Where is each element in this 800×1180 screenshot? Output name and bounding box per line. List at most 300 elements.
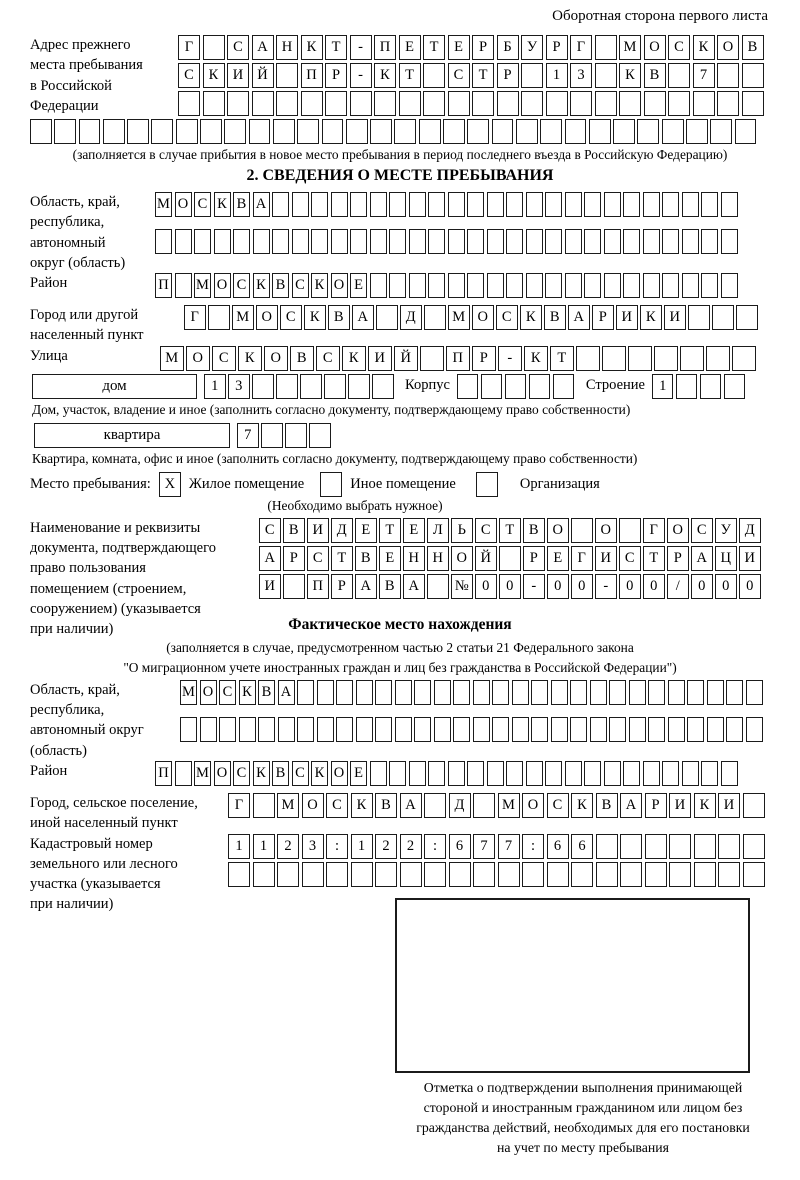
char-cell[interactable]: А xyxy=(620,793,642,818)
char-cell[interactable] xyxy=(346,119,368,144)
char-cell[interactable]: - xyxy=(523,574,545,599)
char-cell[interactable] xyxy=(628,346,652,371)
char-cell[interactable] xyxy=(669,834,691,859)
char-cell[interactable] xyxy=(551,680,568,705)
char-cell[interactable] xyxy=(370,192,387,217)
char-cell[interactable] xyxy=(726,717,743,742)
char-cell[interactable]: Г xyxy=(228,793,250,818)
char-cell[interactable] xyxy=(668,680,685,705)
char-cell[interactable] xyxy=(448,192,465,217)
char-cell[interactable] xyxy=(701,273,718,298)
char-cell[interactable]: К xyxy=(239,680,256,705)
char-cell[interactable]: А xyxy=(252,35,274,60)
char-cell[interactable] xyxy=(604,273,621,298)
char-cell[interactable] xyxy=(427,574,449,599)
char-cell[interactable] xyxy=(516,119,538,144)
char-cell[interactable]: К xyxy=(311,761,328,786)
char-cell[interactable]: Г xyxy=(571,546,593,571)
char-cell[interactable] xyxy=(228,862,250,887)
char-cell[interactable] xyxy=(743,834,765,859)
char-cell[interactable]: : xyxy=(522,834,544,859)
char-cell[interactable]: Н xyxy=(403,546,425,571)
char-cell[interactable]: Й xyxy=(252,63,274,88)
char-cell[interactable]: С xyxy=(619,546,641,571)
char-cell[interactable] xyxy=(351,862,373,887)
char-cell[interactable] xyxy=(419,119,441,144)
char-cell[interactable]: О xyxy=(214,761,231,786)
char-cell[interactable] xyxy=(395,717,412,742)
char-cell[interactable]: 0 xyxy=(475,574,497,599)
char-cell[interactable] xyxy=(395,680,412,705)
char-cell[interactable] xyxy=(604,229,621,254)
char-cell[interactable] xyxy=(531,680,548,705)
char-cell[interactable]: Й xyxy=(394,346,418,371)
char-cell[interactable]: Г xyxy=(570,35,592,60)
char-cell[interactable] xyxy=(613,119,635,144)
char-cell[interactable] xyxy=(565,192,582,217)
char-cell[interactable]: Ь xyxy=(451,518,473,543)
char-cell[interactable]: У xyxy=(715,518,737,543)
char-cell[interactable] xyxy=(736,305,758,330)
char-cell[interactable] xyxy=(325,91,347,116)
char-cell[interactable] xyxy=(721,761,738,786)
char-cell[interactable] xyxy=(498,862,520,887)
char-cell[interactable]: Т xyxy=(423,35,445,60)
char-cell[interactable] xyxy=(414,680,431,705)
char-cell[interactable] xyxy=(590,680,607,705)
char-cell[interactable]: 7 xyxy=(693,63,715,88)
char-cell[interactable] xyxy=(687,717,704,742)
char-cell[interactable] xyxy=(424,793,446,818)
char-cell[interactable]: 0 xyxy=(619,574,641,599)
char-cell[interactable] xyxy=(717,63,739,88)
char-cell[interactable]: Л xyxy=(427,518,449,543)
char-cell[interactable]: Т xyxy=(325,35,347,60)
char-cell[interactable]: О xyxy=(186,346,210,371)
char-cell[interactable] xyxy=(428,761,445,786)
char-cell[interactable] xyxy=(644,91,666,116)
char-cell[interactable] xyxy=(590,717,607,742)
char-cell[interactable]: 0 xyxy=(547,574,569,599)
char-cell[interactable]: В xyxy=(742,35,764,60)
char-cell[interactable] xyxy=(103,119,125,144)
char-cell[interactable]: С xyxy=(668,35,690,60)
char-cell[interactable]: О xyxy=(214,273,231,298)
char-cell[interactable] xyxy=(79,119,101,144)
char-cell[interactable]: В xyxy=(283,518,305,543)
char-cell[interactable] xyxy=(389,192,406,217)
char-cell[interactable]: В xyxy=(596,793,618,818)
char-cell[interactable]: П xyxy=(155,761,172,786)
char-cell[interactable] xyxy=(609,680,626,705)
char-cell[interactable]: Р xyxy=(546,35,568,60)
char-cell[interactable]: 1 xyxy=(253,834,275,859)
char-cell[interactable] xyxy=(376,305,398,330)
char-cell[interactable]: К xyxy=(693,35,715,60)
char-cell[interactable] xyxy=(526,273,543,298)
char-cell[interactable] xyxy=(434,680,451,705)
char-cell[interactable]: О xyxy=(200,680,217,705)
char-cell[interactable] xyxy=(623,761,640,786)
char-cell[interactable]: С xyxy=(233,273,250,298)
char-cell[interactable] xyxy=(276,91,298,116)
char-cell[interactable] xyxy=(374,91,396,116)
char-cell[interactable]: С xyxy=(280,305,302,330)
char-cell[interactable] xyxy=(350,91,372,116)
char-cell[interactable]: О xyxy=(175,192,192,217)
char-cell[interactable] xyxy=(595,35,617,60)
char-cell[interactable] xyxy=(356,717,373,742)
char-cell[interactable]: Н xyxy=(427,546,449,571)
char-cell[interactable]: К xyxy=(524,346,548,371)
char-cell[interactable] xyxy=(512,680,529,705)
char-cell[interactable]: К xyxy=(374,63,396,88)
char-cell[interactable] xyxy=(492,119,514,144)
char-cell[interactable] xyxy=(283,574,305,599)
char-cell[interactable] xyxy=(227,91,249,116)
char-cell[interactable] xyxy=(151,119,173,144)
char-cell[interactable] xyxy=(249,119,271,144)
char-cell[interactable] xyxy=(623,229,640,254)
char-cell[interactable]: 1 xyxy=(652,374,674,399)
char-cell[interactable]: Т xyxy=(331,546,353,571)
char-cell[interactable]: 0 xyxy=(691,574,713,599)
char-cell[interactable] xyxy=(311,192,328,217)
char-cell[interactable]: С xyxy=(691,518,713,543)
char-cell[interactable] xyxy=(506,273,523,298)
char-cell[interactable]: И xyxy=(669,793,691,818)
char-cell[interactable] xyxy=(645,862,667,887)
char-cell[interactable] xyxy=(595,91,617,116)
char-cell[interactable] xyxy=(409,761,426,786)
char-cell[interactable] xyxy=(531,717,548,742)
char-cell[interactable]: А xyxy=(403,574,425,599)
char-cell[interactable] xyxy=(175,229,192,254)
char-cell[interactable]: Н xyxy=(276,35,298,60)
char-cell[interactable] xyxy=(619,91,641,116)
char-cell[interactable]: М xyxy=(619,35,641,60)
char-cell[interactable] xyxy=(499,546,521,571)
char-cell[interactable] xyxy=(414,717,431,742)
char-cell[interactable]: Р xyxy=(592,305,614,330)
char-cell[interactable] xyxy=(277,862,299,887)
char-cell[interactable] xyxy=(553,374,575,399)
char-cell[interactable]: 0 xyxy=(715,574,737,599)
char-cell[interactable]: Р xyxy=(331,574,353,599)
char-cell[interactable] xyxy=(629,680,646,705)
char-cell[interactable] xyxy=(505,374,527,399)
char-cell[interactable] xyxy=(721,192,738,217)
char-cell[interactable]: А xyxy=(400,793,422,818)
char-cell[interactable]: В xyxy=(355,546,377,571)
char-cell[interactable]: 3 xyxy=(228,374,250,399)
char-cell[interactable] xyxy=(686,119,708,144)
char-cell[interactable] xyxy=(348,374,370,399)
char-cell[interactable] xyxy=(620,862,642,887)
char-cell[interactable] xyxy=(602,346,626,371)
char-cell[interactable]: И xyxy=(227,63,249,88)
char-cell[interactable] xyxy=(175,273,192,298)
char-cell[interactable] xyxy=(643,229,660,254)
char-cell[interactable] xyxy=(350,229,367,254)
char-cell[interactable] xyxy=(224,119,246,144)
char-cell[interactable]: : xyxy=(326,834,348,859)
char-cell[interactable] xyxy=(448,91,470,116)
char-cell[interactable] xyxy=(375,680,392,705)
char-cell[interactable] xyxy=(551,717,568,742)
char-cell[interactable]: А xyxy=(278,680,295,705)
char-cell[interactable] xyxy=(726,680,743,705)
char-cell[interactable] xyxy=(473,717,490,742)
char-cell[interactable] xyxy=(682,192,699,217)
char-cell[interactable] xyxy=(545,229,562,254)
char-cell[interactable]: А xyxy=(691,546,713,571)
char-cell[interactable] xyxy=(194,229,211,254)
char-cell[interactable]: С xyxy=(307,546,329,571)
char-cell[interactable] xyxy=(584,273,601,298)
char-cell[interactable]: С xyxy=(233,761,250,786)
char-cell[interactable] xyxy=(375,717,392,742)
char-cell[interactable] xyxy=(448,761,465,786)
char-cell[interactable]: 3 xyxy=(302,834,324,859)
char-cell[interactable]: К xyxy=(571,793,593,818)
char-cell[interactable]: М xyxy=(448,305,470,330)
char-cell[interactable]: / xyxy=(667,574,689,599)
char-cell[interactable] xyxy=(331,192,348,217)
char-cell[interactable] xyxy=(545,761,562,786)
char-cell[interactable]: Д xyxy=(739,518,761,543)
stay-type-checkbox-other[interactable] xyxy=(320,472,342,497)
char-cell[interactable] xyxy=(571,518,593,543)
char-cell[interactable]: О xyxy=(264,346,288,371)
char-cell[interactable]: А xyxy=(352,305,374,330)
char-cell[interactable] xyxy=(743,793,765,818)
char-cell[interactable] xyxy=(701,761,718,786)
char-cell[interactable] xyxy=(619,518,641,543)
char-cell[interactable] xyxy=(545,273,562,298)
char-cell[interactable]: И xyxy=(368,346,392,371)
char-cell[interactable]: К xyxy=(253,273,270,298)
char-cell[interactable] xyxy=(278,717,295,742)
char-cell[interactable] xyxy=(584,761,601,786)
char-cell[interactable] xyxy=(292,192,309,217)
char-cell[interactable] xyxy=(487,273,504,298)
char-cell[interactable]: В xyxy=(375,793,397,818)
char-cell[interactable] xyxy=(297,119,319,144)
char-cell[interactable] xyxy=(472,91,494,116)
char-cell[interactable]: Е xyxy=(350,273,367,298)
char-cell[interactable] xyxy=(317,717,334,742)
char-cell[interactable]: 0 xyxy=(571,574,593,599)
char-cell[interactable] xyxy=(467,761,484,786)
char-cell[interactable]: Г xyxy=(643,518,665,543)
char-cell[interactable]: : xyxy=(424,834,446,859)
char-cell[interactable]: К xyxy=(619,63,641,88)
char-cell[interactable] xyxy=(565,761,582,786)
char-cell[interactable]: М xyxy=(194,761,211,786)
char-cell[interactable] xyxy=(424,862,446,887)
char-cell[interactable] xyxy=(721,229,738,254)
char-cell[interactable] xyxy=(701,229,718,254)
char-cell[interactable] xyxy=(565,119,587,144)
char-cell[interactable]: М xyxy=(180,680,197,705)
char-cell[interactable] xyxy=(742,63,764,88)
char-cell[interactable] xyxy=(252,91,274,116)
char-cell[interactable]: А xyxy=(568,305,590,330)
char-cell[interactable] xyxy=(662,229,679,254)
char-cell[interactable]: В xyxy=(544,305,566,330)
char-cell[interactable] xyxy=(662,119,684,144)
char-cell[interactable] xyxy=(272,229,289,254)
char-cell[interactable]: - xyxy=(498,346,522,371)
char-cell[interactable]: 0 xyxy=(499,574,521,599)
char-cell[interactable] xyxy=(570,717,587,742)
char-cell[interactable] xyxy=(272,192,289,217)
char-cell[interactable] xyxy=(506,761,523,786)
char-cell[interactable] xyxy=(54,119,76,144)
char-cell[interactable] xyxy=(370,229,387,254)
char-cell[interactable] xyxy=(547,862,569,887)
char-cell[interactable]: Д xyxy=(331,518,353,543)
char-cell[interactable]: Р xyxy=(523,546,545,571)
char-cell[interactable]: Т xyxy=(643,546,665,571)
char-cell[interactable] xyxy=(233,229,250,254)
char-cell[interactable]: Р xyxy=(472,35,494,60)
char-cell[interactable] xyxy=(526,192,543,217)
char-cell[interactable] xyxy=(565,229,582,254)
char-cell[interactable]: Е xyxy=(350,761,367,786)
char-cell[interactable]: Д xyxy=(449,793,471,818)
char-cell[interactable] xyxy=(428,192,445,217)
char-cell[interactable]: О xyxy=(522,793,544,818)
char-cell[interactable]: О xyxy=(302,793,324,818)
char-cell[interactable]: О xyxy=(451,546,473,571)
char-cell[interactable]: 2 xyxy=(375,834,397,859)
char-cell[interactable] xyxy=(687,680,704,705)
stay-type-checkbox-residential[interactable]: X xyxy=(159,472,181,497)
char-cell[interactable] xyxy=(654,346,678,371)
char-cell[interactable] xyxy=(676,374,698,399)
char-cell[interactable]: И xyxy=(259,574,281,599)
char-cell[interactable] xyxy=(175,761,192,786)
char-cell[interactable] xyxy=(546,91,568,116)
char-cell[interactable] xyxy=(285,423,307,448)
stay-type-checkbox-organization[interactable] xyxy=(476,472,498,497)
char-cell[interactable] xyxy=(389,761,406,786)
char-cell[interactable]: С xyxy=(219,680,236,705)
char-cell[interactable]: В xyxy=(379,574,401,599)
char-cell[interactable] xyxy=(589,119,611,144)
char-cell[interactable]: Т xyxy=(472,63,494,88)
char-cell[interactable] xyxy=(643,192,660,217)
char-cell[interactable] xyxy=(434,717,451,742)
char-cell[interactable]: Ц xyxy=(715,546,737,571)
char-cell[interactable] xyxy=(735,119,757,144)
char-cell[interactable] xyxy=(311,229,328,254)
char-cell[interactable]: К xyxy=(342,346,366,371)
char-cell[interactable] xyxy=(604,761,621,786)
char-cell[interactable]: С xyxy=(292,761,309,786)
char-cell[interactable] xyxy=(203,35,225,60)
char-cell[interactable] xyxy=(717,91,739,116)
char-cell[interactable]: С xyxy=(292,273,309,298)
char-cell[interactable] xyxy=(620,834,642,859)
char-cell[interactable] xyxy=(300,374,322,399)
char-cell[interactable]: 6 xyxy=(547,834,569,859)
char-cell[interactable]: О xyxy=(256,305,278,330)
char-cell[interactable] xyxy=(297,680,314,705)
char-cell[interactable]: В xyxy=(644,63,666,88)
char-cell[interactable] xyxy=(409,229,426,254)
char-cell[interactable] xyxy=(428,229,445,254)
char-cell[interactable]: И xyxy=(595,546,617,571)
char-cell[interactable] xyxy=(372,374,394,399)
char-cell[interactable]: В xyxy=(258,680,275,705)
char-cell[interactable] xyxy=(356,680,373,705)
char-cell[interactable]: Р xyxy=(667,546,689,571)
char-cell[interactable] xyxy=(570,91,592,116)
char-cell[interactable]: Т xyxy=(499,518,521,543)
char-cell[interactable]: В xyxy=(523,518,545,543)
char-cell[interactable] xyxy=(707,680,724,705)
char-cell[interactable] xyxy=(389,229,406,254)
char-cell[interactable] xyxy=(424,305,446,330)
char-cell[interactable]: А xyxy=(355,574,377,599)
char-cell[interactable]: Д xyxy=(400,305,422,330)
char-cell[interactable] xyxy=(682,229,699,254)
char-cell[interactable]: М xyxy=(277,793,299,818)
char-cell[interactable]: Е xyxy=(547,546,569,571)
char-cell[interactable] xyxy=(545,192,562,217)
char-cell[interactable] xyxy=(648,717,665,742)
char-cell[interactable] xyxy=(694,834,716,859)
char-cell[interactable]: И xyxy=(664,305,686,330)
char-cell[interactable]: К xyxy=(253,761,270,786)
char-cell[interactable]: Е xyxy=(379,546,401,571)
char-cell[interactable]: К xyxy=(203,63,225,88)
char-cell[interactable]: И xyxy=(616,305,638,330)
char-cell[interactable] xyxy=(400,862,422,887)
char-cell[interactable]: М xyxy=(194,273,211,298)
char-cell[interactable]: С xyxy=(326,793,348,818)
char-cell[interactable]: 3 xyxy=(570,63,592,88)
char-cell[interactable] xyxy=(449,862,471,887)
char-cell[interactable]: П xyxy=(155,273,172,298)
char-cell[interactable] xyxy=(700,374,722,399)
char-cell[interactable]: К xyxy=(520,305,542,330)
char-cell[interactable]: 1 xyxy=(351,834,373,859)
char-cell[interactable] xyxy=(473,793,495,818)
char-cell[interactable]: Г xyxy=(178,35,200,60)
char-cell[interactable] xyxy=(662,192,679,217)
char-cell[interactable]: О xyxy=(547,518,569,543)
char-cell[interactable]: С xyxy=(178,63,200,88)
char-cell[interactable] xyxy=(253,229,270,254)
char-cell[interactable] xyxy=(324,374,346,399)
char-cell[interactable]: 7 xyxy=(237,423,259,448)
char-cell[interactable]: М xyxy=(232,305,254,330)
char-cell[interactable] xyxy=(492,717,509,742)
char-cell[interactable]: К xyxy=(640,305,662,330)
char-cell[interactable] xyxy=(596,862,618,887)
char-cell[interactable] xyxy=(176,119,198,144)
char-cell[interactable] xyxy=(309,423,331,448)
char-cell[interactable] xyxy=(584,192,601,217)
char-cell[interactable] xyxy=(718,834,740,859)
char-cell[interactable]: К xyxy=(301,35,323,60)
char-cell[interactable]: Р xyxy=(472,346,496,371)
char-cell[interactable] xyxy=(629,717,646,742)
